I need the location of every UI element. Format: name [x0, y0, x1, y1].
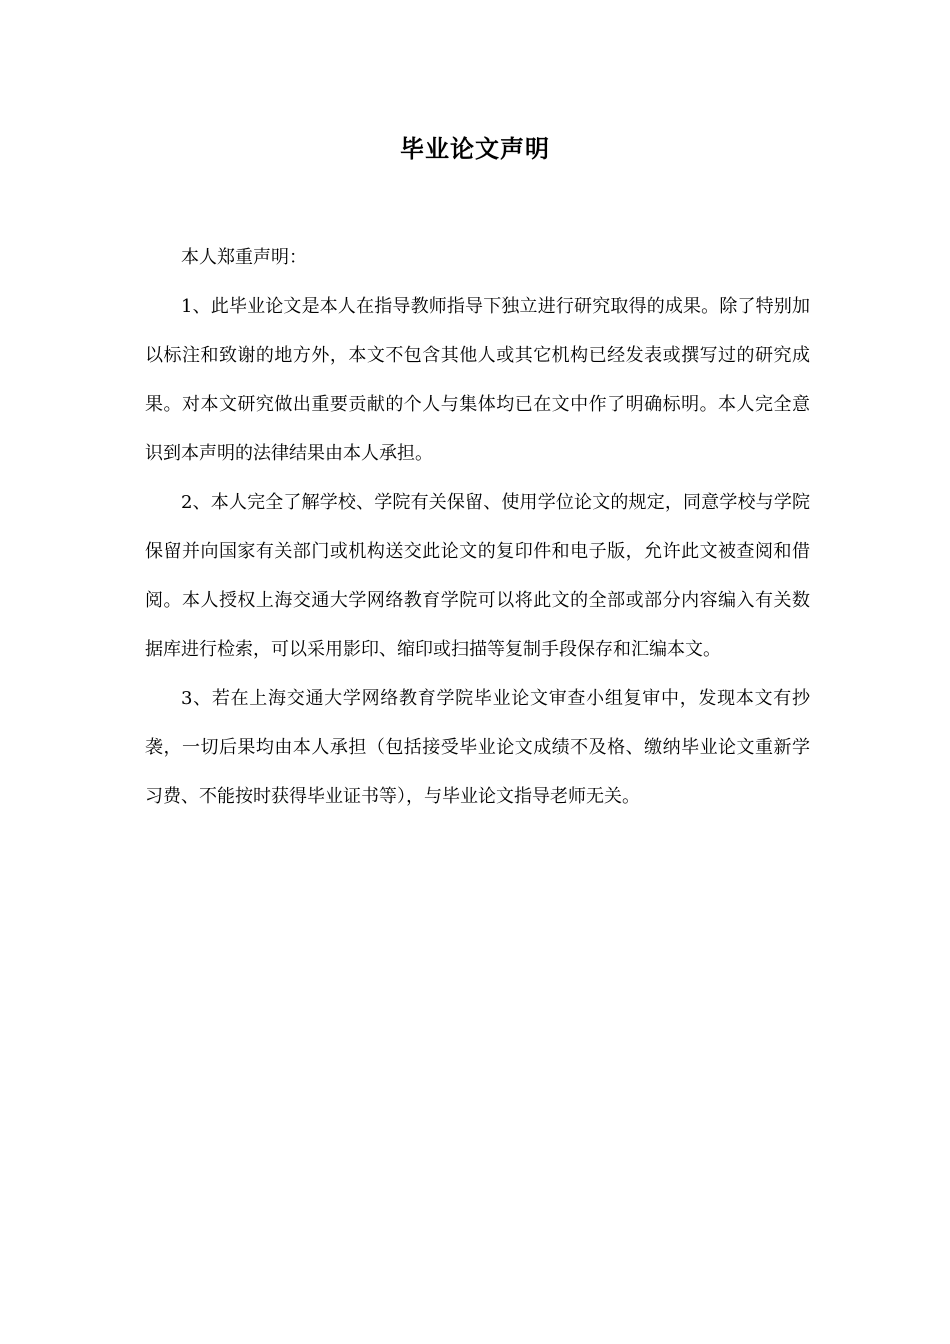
declaration-body — [145, 233, 810, 821]
document-title: 毕业论文声明 — [400, 135, 550, 163]
declaration-paragraph-2: 2、本人完全了解学校、学院有关保留、使用学位论文的规定，同意学校与学院保留并向国家有关部门或机构送交此论文的复印件和电子版，允许此文被查阅和借阅。本人授权上海交通大学网络教育学院可以将此文的全部或部分内容编入有关数据库进行检索，可以采用影印、缩印或扫描等复制手段保存和汇编本文。 — [145, 492, 810, 660]
declaration-paragraph-3: 3、若在上海交通大学网络教育学院毕业论文审查小组复审中，发现本文有抄袭，一切后果均由本人承担（包括接受毕业论文成绩不及格、缴纳毕业论文重新学习费、不能按时获得毕业证书等），与毕业论文指导老师无关。 — [145, 688, 810, 807]
declaration-intro: 本人郑重声明： — [181, 247, 307, 268]
declaration-paragraph-1: 1、此毕业论文是本人在指导教师指导下独立进行研究取得的成果。除了特别加以标注和致谢的地方外，本文不包含其他人或其它机构已经发表或撰写过的研究成果。对本文研究做出重要贡献的个人与集体均已在文中作了明确标明。本人完全意识到本声明的法律结果由本人承担。 — [145, 296, 810, 464]
